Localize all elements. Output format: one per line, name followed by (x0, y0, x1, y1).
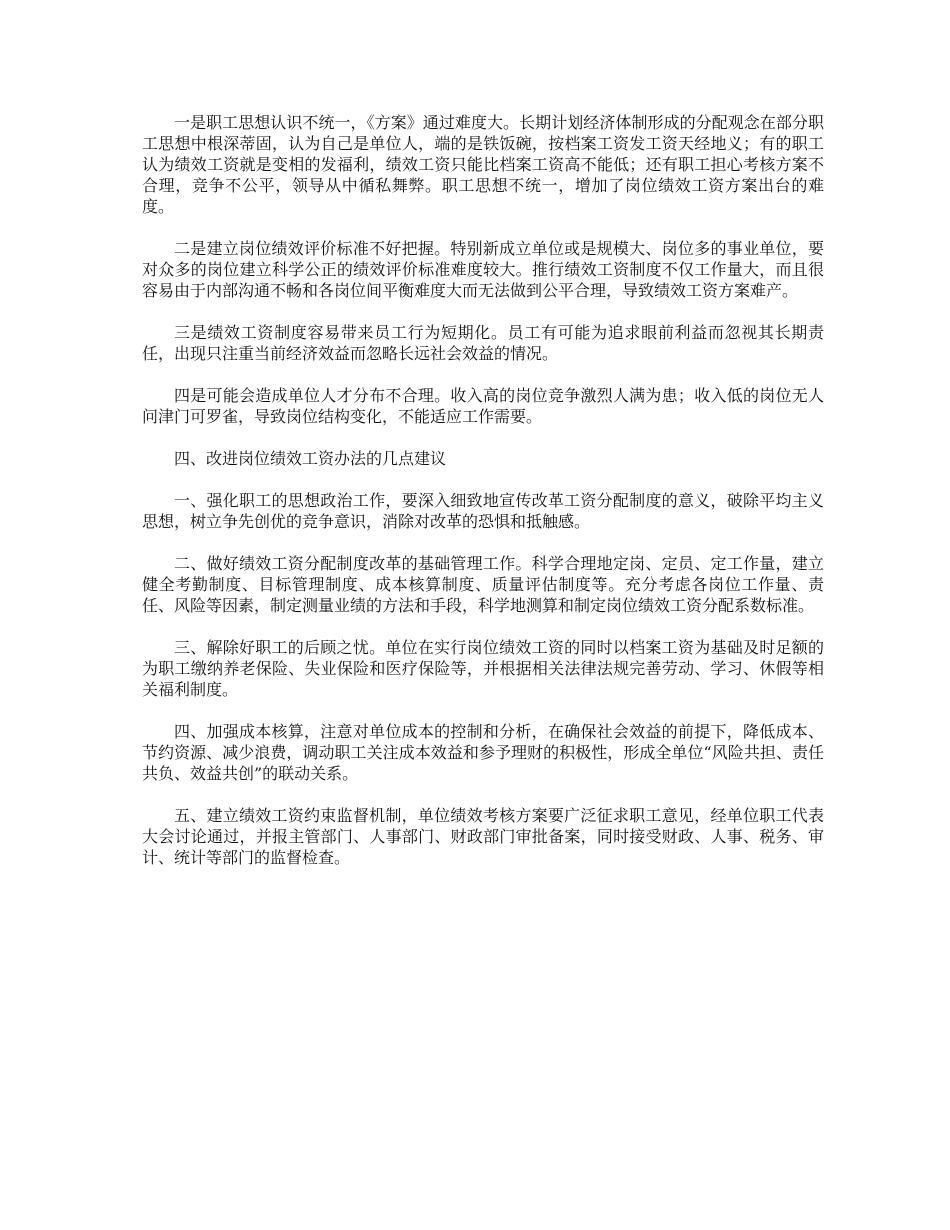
paragraph-6: 一、强化职工的思想政治工作，要深入细致地宣传改革工资分配制度的意义，破除平均主义思想，树立争先创优的竞争意识，消除对改革的恐惧和抵触感。 (142, 491, 824, 531)
paragraph-4: 四是可能会造成单位人才分布不合理。收入高的岗位竞争激烈人满为患；收入低的岗位无人问津门可罗雀，导致岗位结构变化，不能适应工作需要。 (142, 386, 824, 426)
paragraph-8: 三、解除好职工的后顾之忧。单位在实行岗位绩效工资的同时以档案工资为基础及时足额的为职工缴纳养老保险、失业保险和医疗保险等，并根据相关法律法规完善劳动、学习、休假等相关福利制度。 (142, 638, 824, 699)
paragraph-1: 一是职工思想认识不统一，《方案》通过难度大。长期计划经济体制形成的分配观念在部分职工思想中根深蒂固，认为自己是单位人，端的是铁饭碗，按档案工资发工资天经地义；有的职工认为绩效工资就是变相的发福利，绩效工资只能比档案工资高不能低；还有职工担心考核方案不合理，竞争不公平，领导从中循私舞弊。职工思想不统一，增加了岗位绩效工资方案出台的难度。 (142, 113, 824, 216)
paragraph-2: 二是建立岗位绩效评价标准不好把握。特别新成立单位或是规模大、岗位多的事业单位，要对众多的岗位建立科学公正的绩效评价标准难度较大。推行绩效工资制度不仅工作量大，而且很容易由于内部沟通不畅和各岗位间平衡难度大而无法做到公平合理，导致绩效工资方案难产。 (142, 239, 824, 300)
document-body (142, 112, 824, 889)
section-heading: 四、改进岗位绩效工资办法的几点建议 (174, 449, 447, 468)
paragraph-9: 四、加强成本核算，注意对单位成本的控制和分析，在确保社会效益的前提下，降低成本、节约资源、减少浪费，调动职工关注成本效益和参予理财的积极性，形成全单位“风险共担、责任共负、效益共创”的联动关系。 (142, 722, 824, 783)
paragraph-7: 二、做好绩效工资分配制度改革的基础管理工作。科学合理地定岗、定员、定工作量，建立健全考勤制度、目标管理制度、成本核算制度、质量评估制度等。充分考虑各岗位工作量、责任、风险等因素，制定测量业绩的方法和手段，科学地测算和制定岗位绩效工资分配系数标准。 (142, 554, 824, 615)
paragraph-10: 五、建立绩效工资约束监督机制，单位绩效考核方案要广泛征求职工意见，经单位职工代表大会讨论通过，并报主管部门、人事部门、财政部门审批备案，同时接受财政、人事、税务、审计、统计等部门的监督检查。 (142, 806, 824, 867)
paragraph-3: 三是绩效工资制度容易带来员工行为短期化。员工有可能为追求眼前利益而忽视其长期责任，出现只注重当前经济效益而忽略长远社会效益的情况。 (142, 323, 824, 363)
